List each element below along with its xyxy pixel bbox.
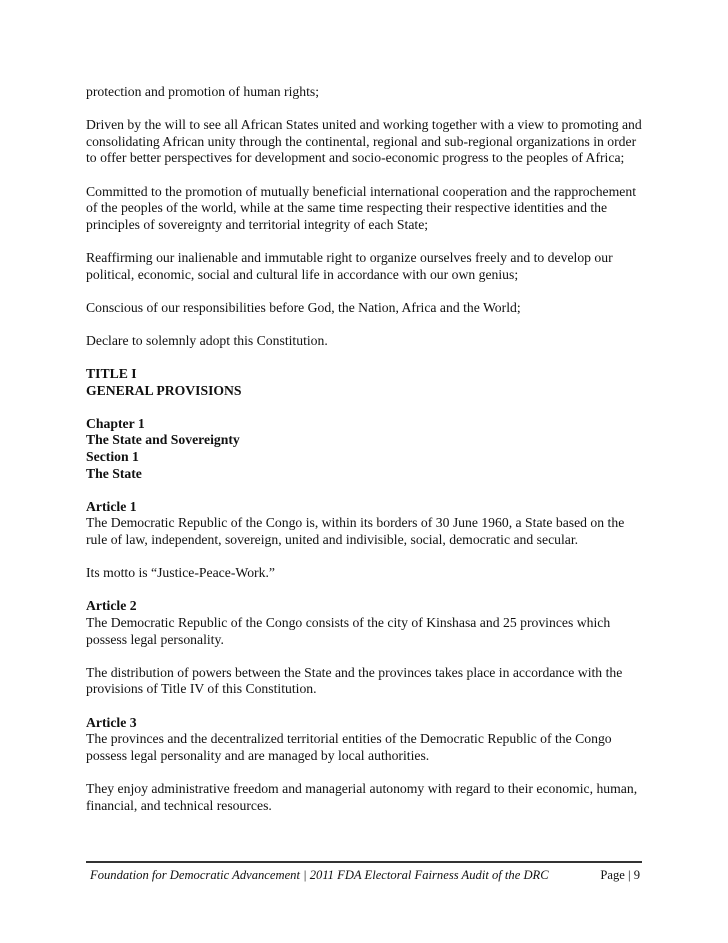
article-text: The Democratic Republic of the Congo is, within its borders of 30 June 1960, a State based on the rule of law, independent, sovereign, united and indivisible, social, democratic and secular. <box>86 515 625 548</box>
article-2-distribution: The distribution of powers between the State and the provinces takes place in accordance with the provisions of Title IV of this Constitution. <box>86 664 623 697</box>
section-name: The State <box>86 465 142 481</box>
paragraph-international-cooperation: Committed to the promotion of mutually beneficial international cooperation and the rapprochement of the peoples of the world, while at the same time respecting their respective identities and the principles of sovereignty and territorial integrity of each State; <box>86 183 636 232</box>
article-heading: Article 3 <box>86 714 137 730</box>
title-label: TITLE I <box>86 366 137 382</box>
article-1 <box>86 499 646 549</box>
paragraph-declaration: Declare to solemnly adopt this Constitution. <box>86 332 328 348</box>
article-2 <box>86 598 646 648</box>
paragraph-responsibilities: Conscious of our responsibilities before God, the Nation, Africa and the World; <box>86 299 521 315</box>
paragraph-african-unity: Driven by the will to see all African States united and working together with a view to promoting and consolidating African unity through the continental, regional and sub-regional organizations in order to offer better perspectives for development and socio-economic progress to the peoples of Africa; <box>86 117 642 166</box>
title-heading <box>86 366 646 399</box>
paragraph-right-to-organize: Reaffirming our inalienable and immutable right to organize ourselves freely and to develop our political, economic, social and cultural life in accordance with our own genius; <box>86 249 613 282</box>
article-1-motto: Its motto is “Justice-Peace-Work.” <box>86 565 275 581</box>
footer-source-text: Foundation for Democratic Advancement | 2011 FDA Electoral Fairness Audit of the DRC <box>90 868 549 882</box>
section-label: Section 1 <box>86 449 139 465</box>
article-text: The Democratic Republic of the Congo consists of the city of Kinshasa and 25 provinces which possess legal personality. <box>86 615 611 647</box>
page-number: Page | 9 <box>600 868 640 882</box>
article-3 <box>86 715 646 765</box>
page-footer <box>90 868 640 883</box>
chapter-label: Chapter 1 <box>86 415 145 431</box>
article-text: The provinces and the decentralized territorial entities of the Democratic Republic of the Congo possess legal personality and are managed by local authorities. <box>86 731 612 763</box>
paragraph-human-rights: protection and promotion of human rights; <box>86 84 320 99</box>
title-name: GENERAL PROVISIONS <box>86 382 242 398</box>
article-heading: Article 1 <box>86 498 137 514</box>
page-body <box>86 84 646 831</box>
footer-divider <box>86 861 642 863</box>
article-heading: Article 2 <box>86 598 137 614</box>
article-3-autonomy: They enjoy administrative freedom and managerial autonomy with regard to their economic, human, financial, and technical resources. <box>86 780 638 813</box>
chapter-heading <box>86 416 646 482</box>
chapter-name: The State and Sovereignty <box>86 432 240 448</box>
